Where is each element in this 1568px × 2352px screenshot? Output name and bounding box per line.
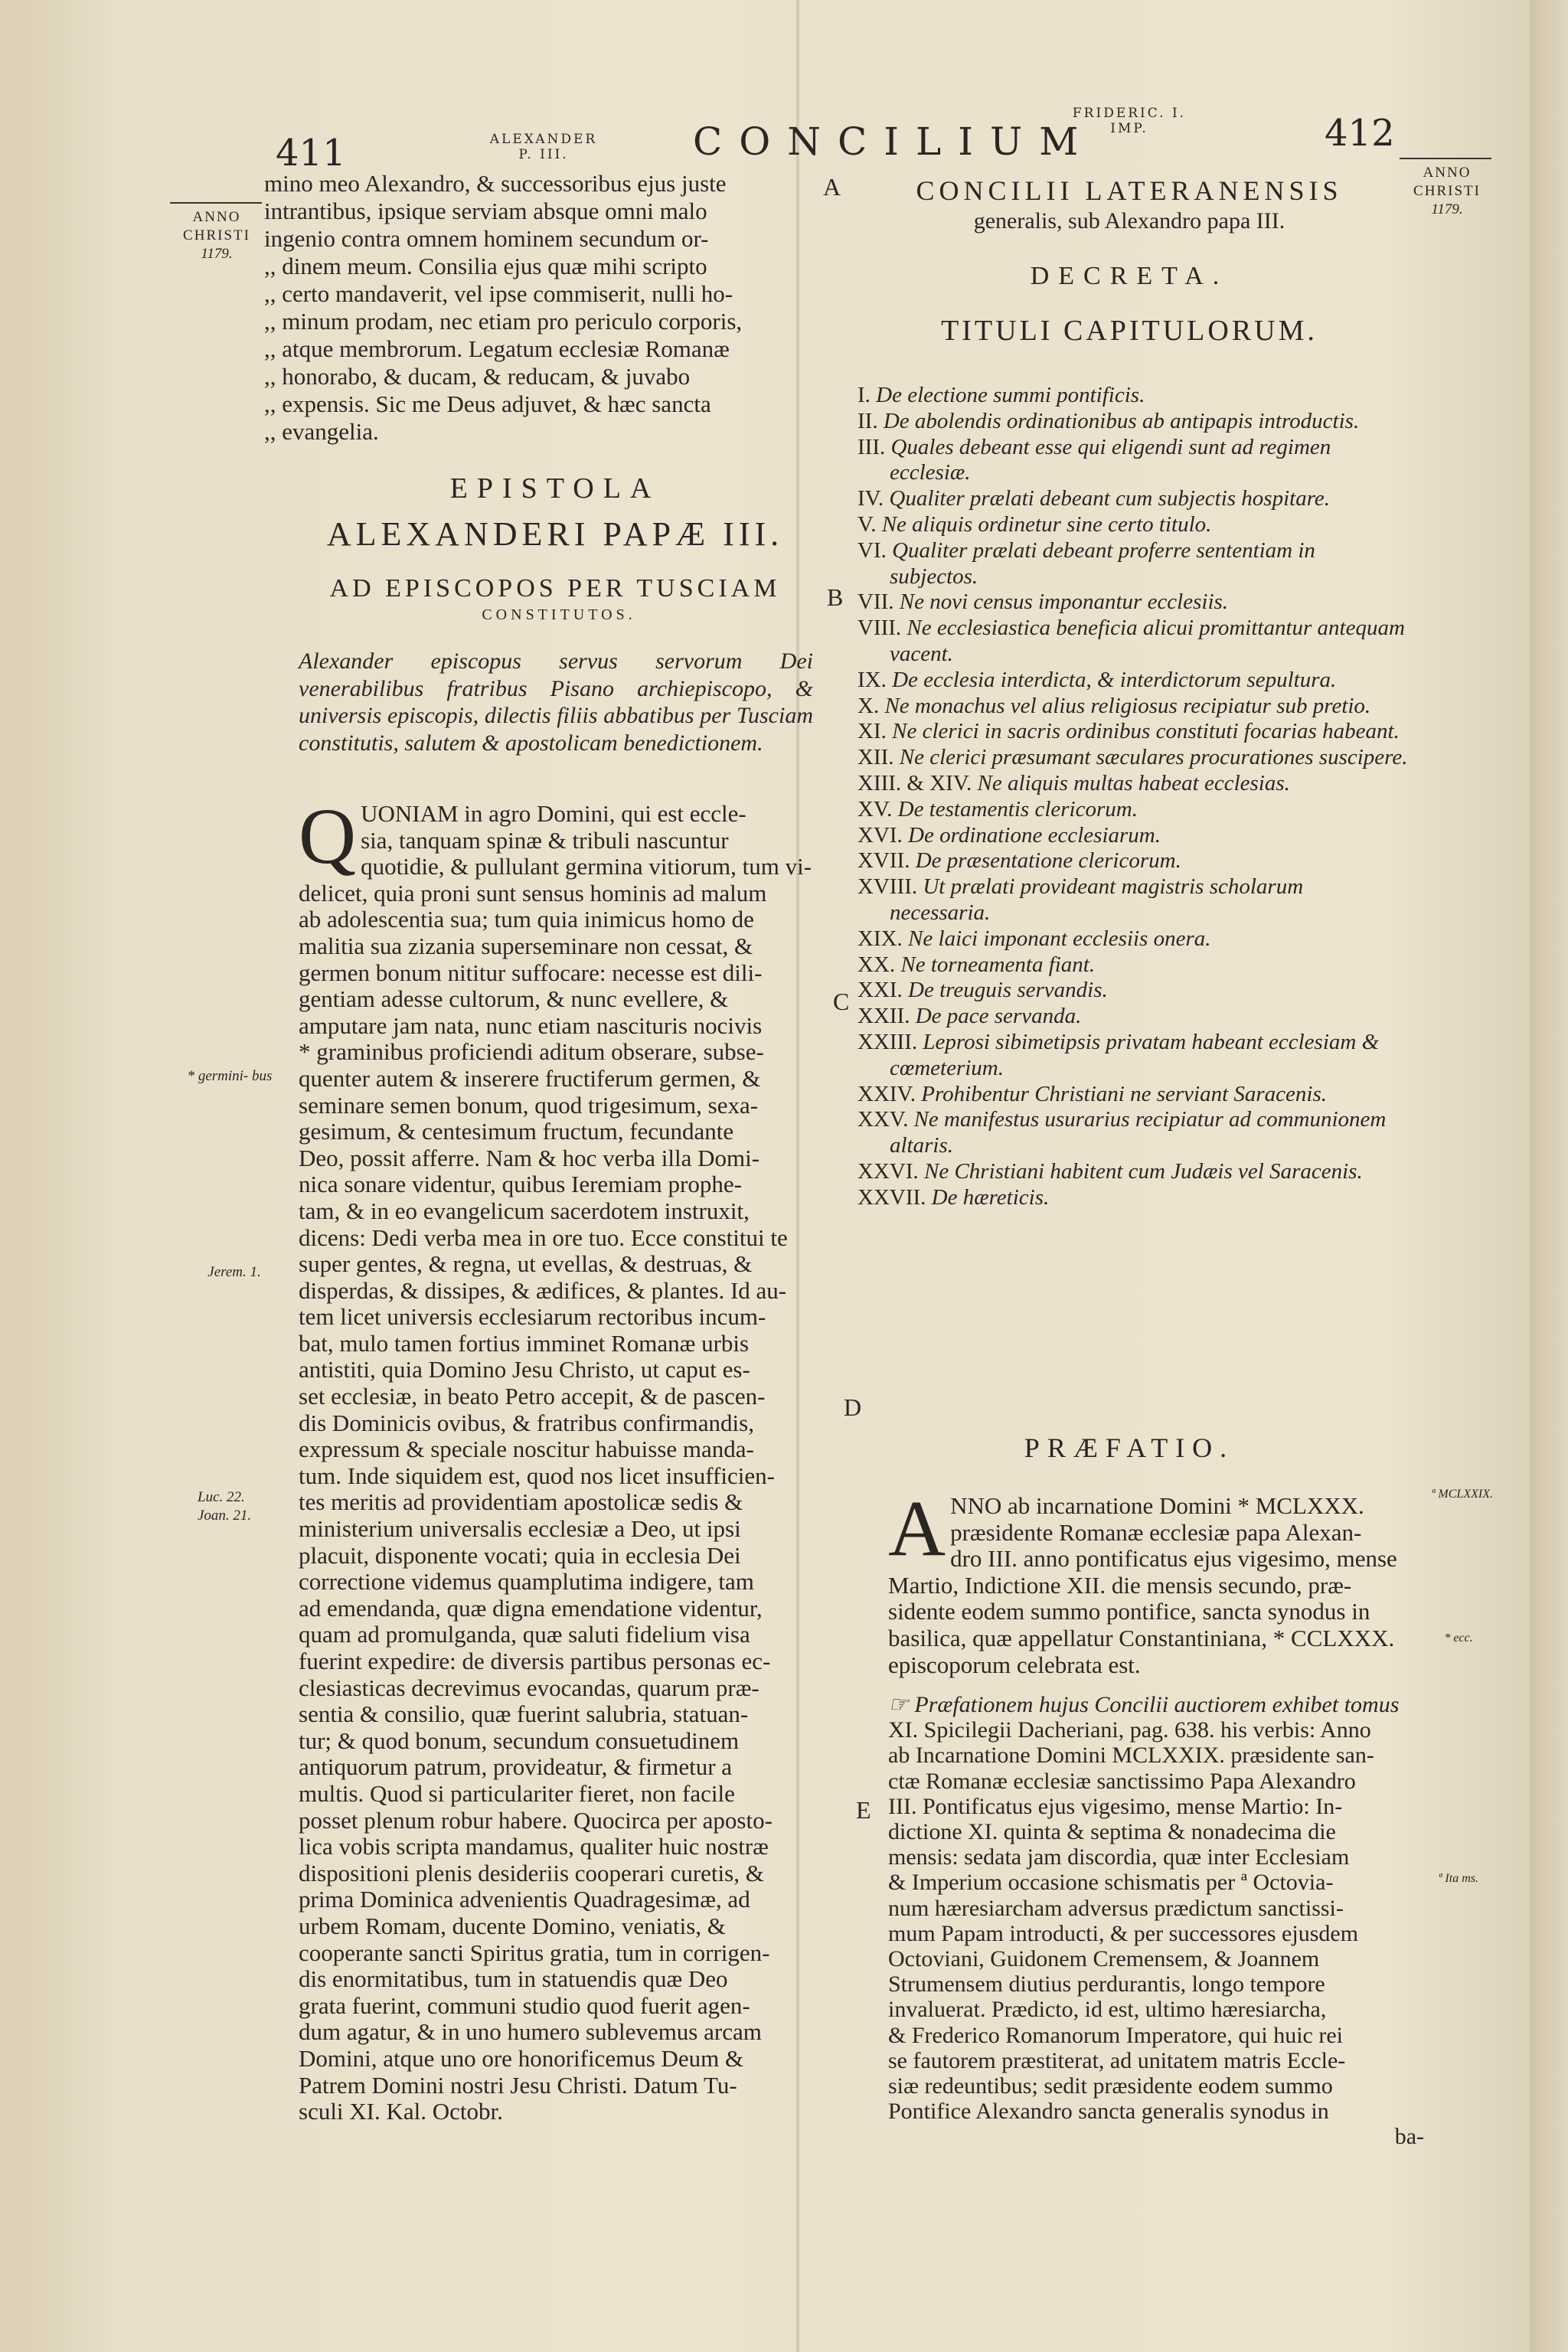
title-entry: IX. De ecclesia interdicta, & interdictorum sepultura. [858, 667, 1337, 692]
section-letter-e: E [856, 1796, 871, 1824]
title-entry: XXI. De treuguis servandis. [858, 978, 1108, 1003]
salutation: Alexander episcopus servus servorum Dei venerabilibus fratribus Pisano archiepiscopo, & universis episcopis, dilectis filiis abbatibus per Tusciam constitutis, salutem & apostolicam benedictionem. [299, 648, 813, 756]
margin-note-mclxxix: ª MCLXXIX. [1432, 1488, 1493, 1501]
title-entry: XIX. Ne laici imponant ecclesiis onera. [858, 926, 1211, 951]
left-anno-rule [170, 202, 262, 204]
left-header-note: ALEXANDER P. III. [489, 132, 598, 162]
oath-text: mino meo Alexandro, & successoribus ejus juste intrantibus, ipsique serviam absque omni malo ingenio contra omnem hominem secundum or- ,, dinem meum. Consilia ejus quæ mihi scripto ,, certo mandaverit, vel ipse commiserit, nulli ho- ,, minum prodam, nec etiam pro periculo corporis, ,, atque membrorum. Legatum ecclesiæ Romanæ ,, honorabo, & ducam, & reducam, & juvabo ,, expensis. Sic me Deus adjuvet, & hæc sancta ,, evangelia. [264, 170, 743, 445]
title-entry: XIII. & XIV. Ne aliquis multas habeat ecclesias. [858, 770, 1290, 795]
title-entry: II. De abolendis ordinationibus ab antipapis introductis. [858, 408, 1360, 433]
epistola-heading: EPISTOLA [449, 472, 661, 505]
margin-note-germinibus: * germini- bus [187, 1068, 273, 1084]
title-entry: VII. Ne novi census imponantur ecclesiis. [858, 590, 1229, 615]
praefatio-body: A NNO ab incarnatione Domini * MCLXXX. præsidente Romanæ ecclesiæ papa Alexan- dro III. anno pontificatus ejus vigesimo, mense Martio, Indictione XII. die mensis secundo, præ- sidente eodem summo pontifice, sancta synodus in basilica, quæ appellatur Constantiniana, * CCLXXX. episcoporum celebrata est. [888, 1485, 1397, 1678]
epistola-name: ALEXANDERI PAPÆ III. [326, 515, 784, 553]
running-head: CONCILIUM [693, 119, 1096, 164]
left-page-number: 411 [276, 132, 346, 175]
title-entry: XI. Ne clerici in sacris ordinibus constituti focarias habeant. [858, 719, 1400, 744]
right-anno-rule [1400, 158, 1491, 159]
praefatio-note: ☞ Præfationem hujus Concilii auctiorem exhibet tomus XI. Spicilegii Dacheriani, pag. 638. his verbis: Anno ab Incarnatione Domini MCLXXIX. præsidente san- ctæ Romanæ ecclesiæ sanctissimo Papa Alexandro III. Pontificatus ejus vigesimo, mense Martio: In- dictione XI. quinta & septima & nonadecima die mensis: sedata jam discordia, quæ inter Ecclesiam & Imperium occasione schismatis per ª Octovia- num hæresiarcham adversus prædictum sanctissi- mum Papam introducti, & per successores ejusdem Octoviani, Guidonem Cremensem, & Joannem Strumensem diutius perdurantis, longo tempore invaluerat. Prædicto, id est, ultimo hæresiarcha, & Frederico Romanorum Imperatore, qui huic rei se fautorem præstiterat, ad unitatem matris Eccle- siæ redeuntibus; sedit præsidente eodem summo Pontifice Alexandro sancta generalis synodus in ba- [888, 1692, 1424, 2150]
margin-note-ita-ms: ª Ita ms. [1439, 1872, 1478, 1885]
title-entry: XXIII. Leprosi sibimetipsis privatam habeant ecclesiam & cœmeterium. [858, 1029, 1380, 1080]
title-entry: I. De electione summi pontificis. [858, 383, 1145, 407]
dropcap-a: A [888, 1485, 946, 1573]
titles-list [858, 383, 1409, 1211]
tituli-heading: TITULI CAPITULORUM. [941, 315, 1318, 347]
left-anno-note: ANNO CHRISTI 1179. [183, 209, 250, 262]
title-entry: XVI. De ordinatione ecclesiarum. [858, 822, 1161, 848]
title-entry: VI. Qualiter prælati debeant proferre sententiam in subjectos. [858, 537, 1315, 589]
margin-note-ecc: * ecc. [1444, 1632, 1473, 1645]
title-entry: V. Ne aliquis ordinetur sine certo titulo. [858, 511, 1212, 537]
praefatio-heading: PRÆFATIO. [1024, 1432, 1235, 1463]
margin-note-luc-joan: Luc. 22. Joan. 21. [198, 1489, 252, 1524]
epistola-subtitle: AD EPISCOPOS PER TUSCIAM [329, 574, 781, 603]
margin-note-jerem: Jerem. 1. [207, 1264, 261, 1280]
title-entry: IV. Qualiter prælati debeant cum subjectis hospitare. [858, 486, 1331, 511]
title-entry: XXV. Ne manifestus usurarius recipiatur ad communionem altaris. [858, 1107, 1387, 1158]
title-entry: VIII. Ne ecclesiastica beneficia alicui promittantur antequam vacent. [858, 616, 1405, 666]
title-entry: XXII. De pace servanda. [858, 1004, 1082, 1029]
title-entry: XXVI. Ne Christiani habitent cum Judæis vel Saracenis. [858, 1158, 1363, 1184]
decreta-heading: DECRETA. [1030, 262, 1229, 290]
next-page-edge [1530, 0, 1568, 2352]
title-entry: XV. De testamentis clericorum. [858, 796, 1138, 822]
title-entry: III. Quales debeant esse qui eligendi sunt ad regimen ecclesiæ. [858, 434, 1331, 485]
right-header-note: FRIDERIC. I. IMP. [1072, 106, 1187, 136]
section-letter-a: A [823, 173, 841, 201]
dropcap-q: Q [299, 792, 357, 880]
epistola-subtitle-2: CONSTITUTOS. [482, 606, 636, 623]
section-letter-d: D [844, 1393, 862, 1421]
right-page-number: 412 [1325, 112, 1395, 155]
epistola-body: Q UONIAM in agro Domini, qui est eccle- sia, tanquam spinæ & tribuli nascuntur quotidie, & pullulant germina vitiorum, tum vi- delicet, quia proni sunt sensus hominis ad malum ab adolescentia sua; tum quia inimicus homo de malitia sua zizania superseminare non cessat, & germen bonum nititur suffocare: necesse est dili- gentiam adesse cultorum, & nunc evellere, & amputare jam nata, nunc etiam nascituris nocivis * graminibus proficiendi aditum obserare, subse- quenter autem & inserere fructiferum germen, & seminare semen bonum, quod trigesimum, sexa- gesimum, & centesimum fructum, fecundante Deo, possit afferre. Nam & hoc verba illa Domi- nica sonare videntur, quibus Ieremiam prophe- tam, & in eo evangelicum sacerdotem instruxit, dicens: Dedi verba mea in ore tuo. Ecce constitui te super gentes, & regna, ut evellas, & destruas, & disperdas, & dissipes, & ædifices, & plantes. Id au- tem licet universis ecclesiarum rectoribus incum- bat, mulo tamen fortius imminet Romanæ urbis antistiti, quia Domino Jesu Christo, ut caput es- set ecclesiæ, in beato Petro accepit, & de pascen- dis Dominicis ovibus, & fratribus confirmandis, expressum & speciale noscitur habuisse manda- tum. Inde siquidem est, quod nos licet insufficien- tes meritis ad providentiam apostolicæ sedis & ministerium universalis ecclesiæ a Deo, ut ipsi placuit, disponente vocati; quia in ecclesia Dei correctione videmus quamplutima indigere, tam ad emendanda, quæ digna emendatione videntur, quam ad promulganda, quæ saluti fidelium visa fuerint expedire: de diversis partibus personas ec- clesiasticas decrevimus evocandas, quarum præ- sentia & consilio, quæ fuerint salubria, statuan- tur; & quod bonum, secundum consuetudinem antiquorum patrum, provideatur, & firmetur a multis. Quod si particulariter fieret, non facile posset plenum robur habere. Quocirca per aposto- lica vobis scripta mandamus, qualiter huic nostræ dispositioni plenis desideriis cooperari curetis, & prima Dominica advenientis Quadragesimæ, ad urbem Romam, ducente Domino, veniatis, & cooperante sancti Spiritus gratia, tum in corrigen- dis enormitatibus, tum in statuendis quæ Deo grata fuerint, communi studio quod fuerit agen- dum agatur, & in uno humero sublevemus arcam Domini, atque uno ore honorificemus Deum & Patrem Domini nostri Jesu Christi. Datum Tu- sculi XI. Kal. Octobr. [299, 792, 812, 2125]
title-entry: XII. Ne clerici præsumant sæculares procurationes suscipere. [858, 745, 1408, 770]
right-anno-note: ANNO CHRISTI 1179. [1413, 165, 1481, 217]
title-entry: X. Ne monachus vel alius religiosus recipiatur sub pretio. [858, 693, 1371, 718]
title-entry: XVIII. Ut prælati provideant magistris scholarum necessaria. [858, 874, 1304, 925]
title-entry: XVII. De præsentatione clericorum. [858, 848, 1181, 874]
concilii-title: CONCILII LATERANENSIS [916, 175, 1343, 206]
section-letter-b: B [827, 583, 844, 611]
title-entry: XXIV. Prohibentur Christiani ne serviant Saracenis. [858, 1081, 1328, 1106]
section-letter-c: C [833, 988, 850, 1015]
title-entry: XXVII. De hæreticis. [858, 1184, 1050, 1210]
title-entry: XX. Ne torneamenta fiant. [858, 952, 1096, 977]
concilii-subtitle: generalis, sub Alexandro papa III. [973, 208, 1285, 234]
